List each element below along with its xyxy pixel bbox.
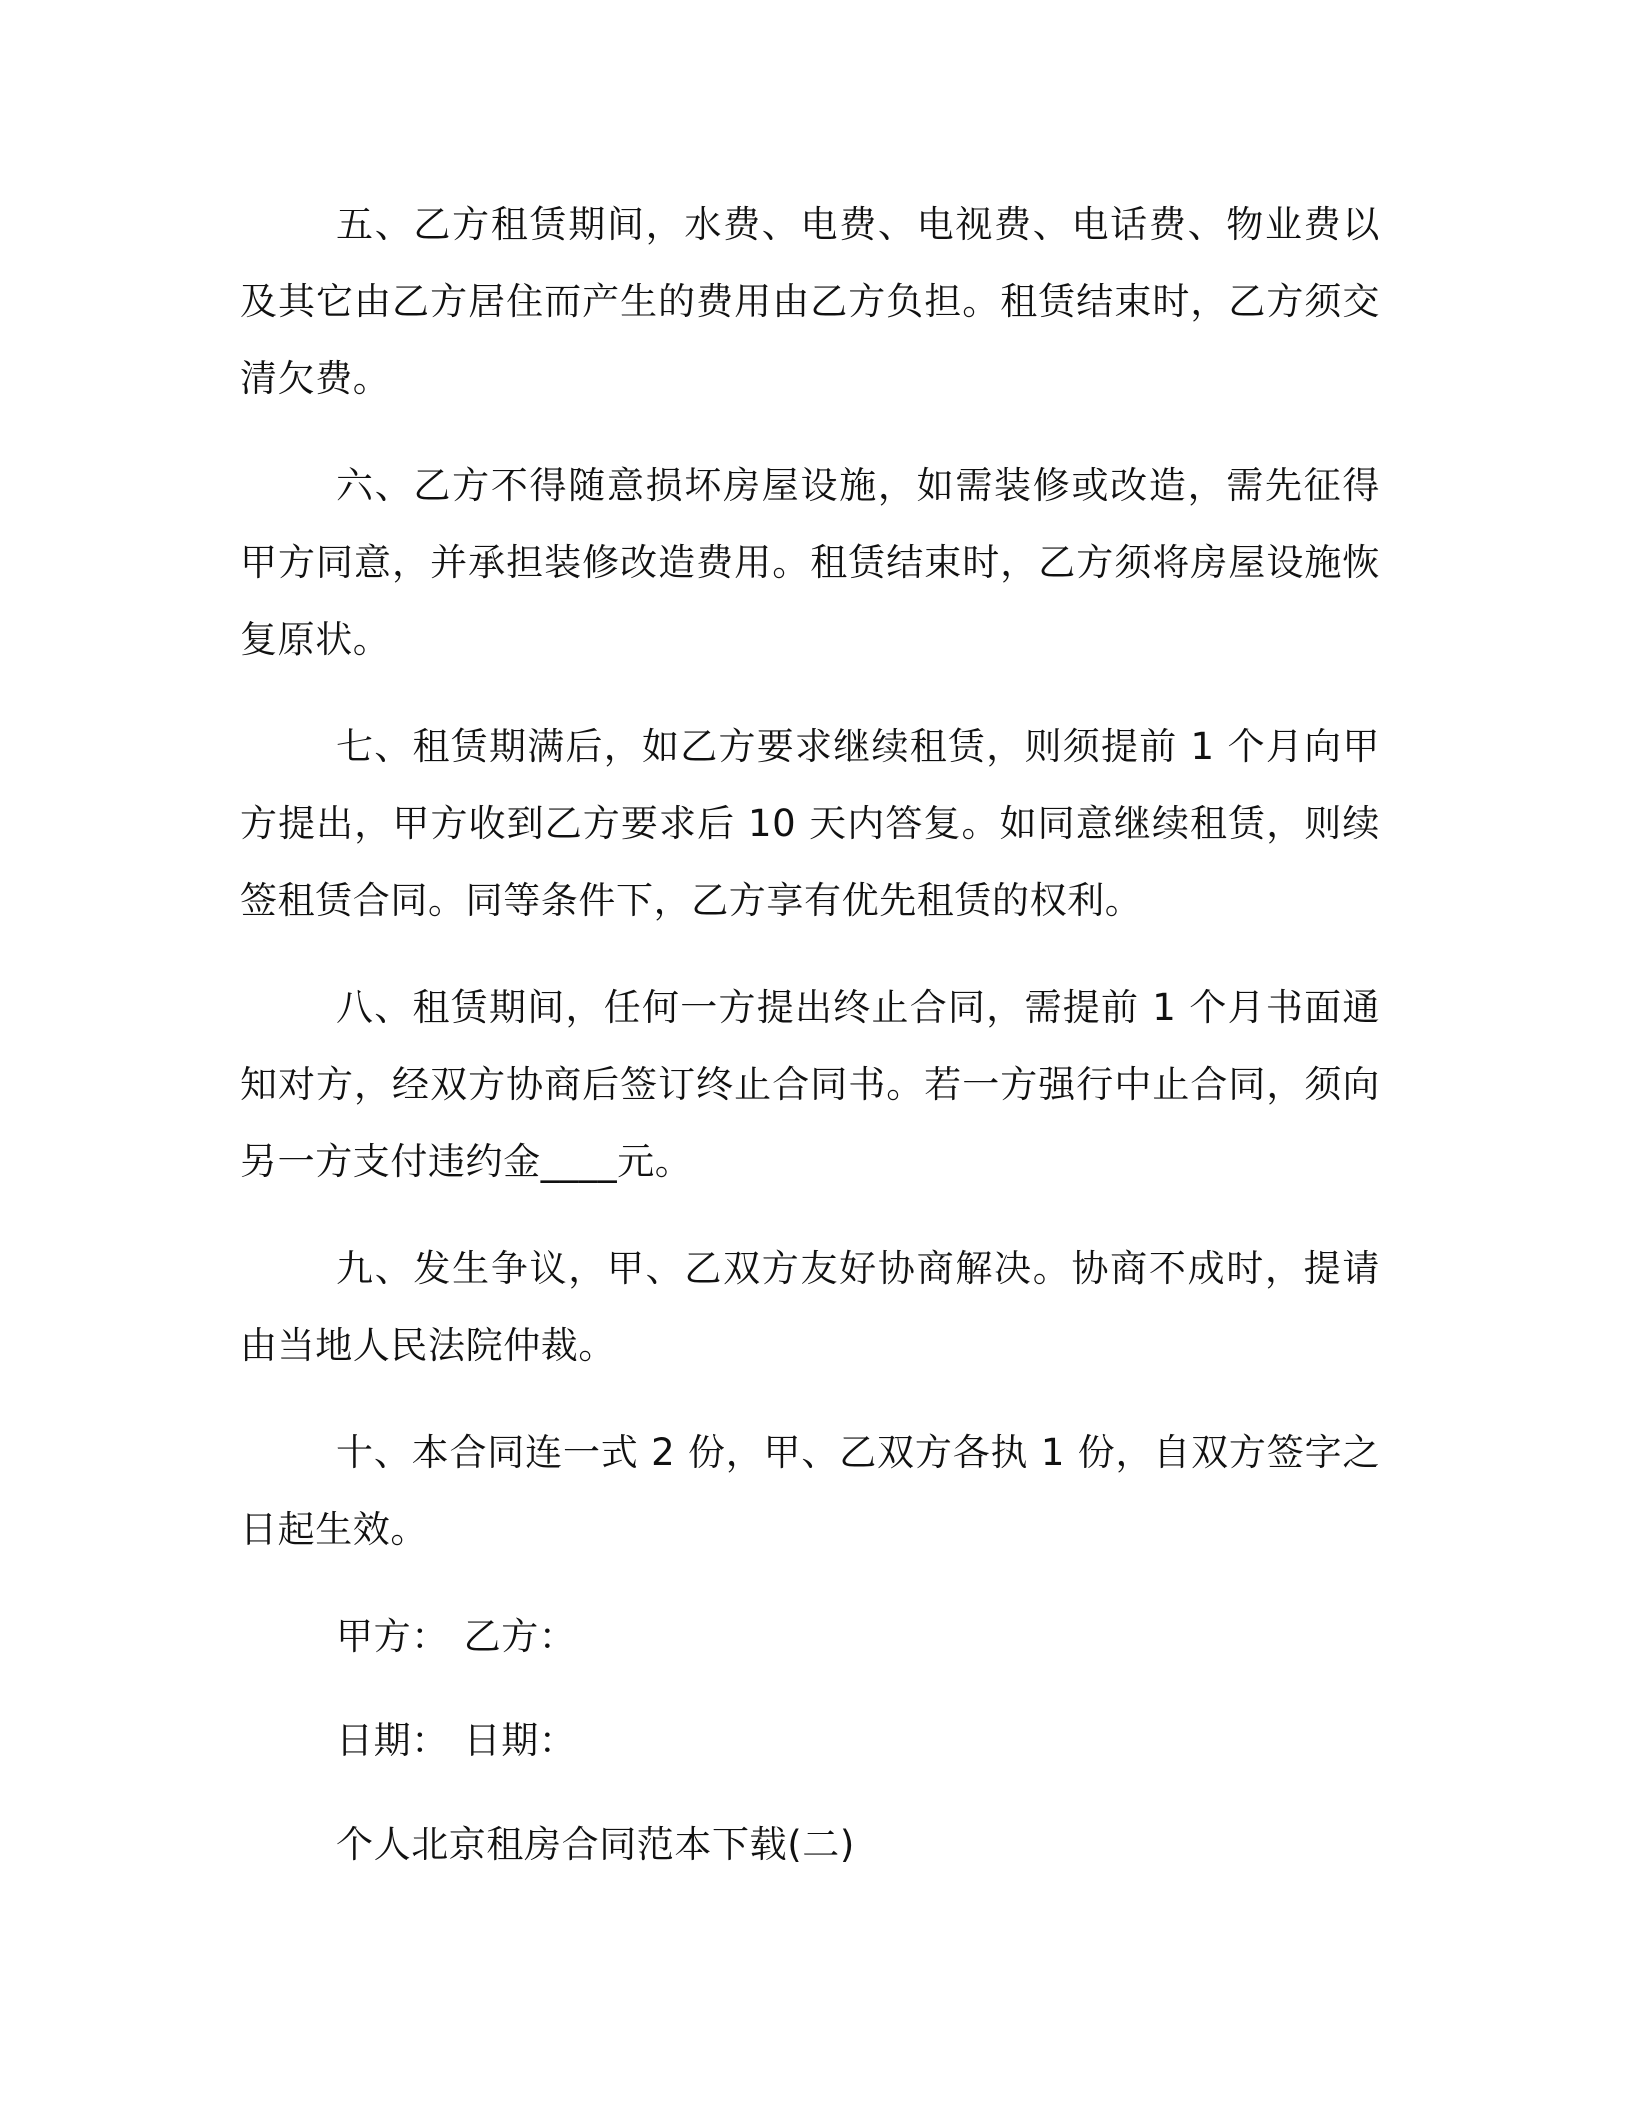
contract-body (240, 186, 1380, 1883)
date-b-label: 日期： (463, 1719, 577, 1762)
clause-9: 九、发生争议，甲、乙双方友好协商解决。协商不成时，提请由当地人民法院仲裁。 (240, 1247, 1380, 1367)
party-b-label: 乙方： (463, 1615, 577, 1658)
clause-10: 十、本合同连一式 2 份，甲、乙双方各执 1 份，自双方签字之日起生效。 (240, 1431, 1380, 1551)
signature-dates-line (240, 1702, 1380, 1779)
signature-parties-line (240, 1598, 1380, 1675)
clause-5: 五、乙方租赁期间，水费、电费、电视费、电话费、物业费以及其它由乙方居住而产生的费用由乙方负担。租赁结束时，乙方须交清欠费。 (240, 203, 1380, 400)
clause-7: 七、租赁期满后，如乙方要求继续租赁，则须提前 1 个月向甲方提出，甲方收到乙方要求后 10 天内答复。如同意继续租赁，则续签租赁合同。同等条件下，乙方享有优先租赁的权利。 (240, 725, 1380, 922)
clause-8: 八、租赁期间，任何一方提出终止合同，需提前 1 个月书面通知对方，经双方协商后签订终止合同书。若一方强行中止合同，须向另一方支付违约金____元。 (240, 986, 1380, 1183)
clause-6: 六、乙方不得随意损坏房屋设施，如需装修或改造，需先征得甲方同意，并承担装修改造费用。租赁结束时，乙方须将房屋设施恢复原状。 (240, 464, 1380, 661)
next-section-title: 个人北京租房合同范本下载(二) (336, 1823, 855, 1866)
date-a-label: 日期： (336, 1719, 449, 1762)
party-a-label: 甲方： (336, 1615, 449, 1658)
